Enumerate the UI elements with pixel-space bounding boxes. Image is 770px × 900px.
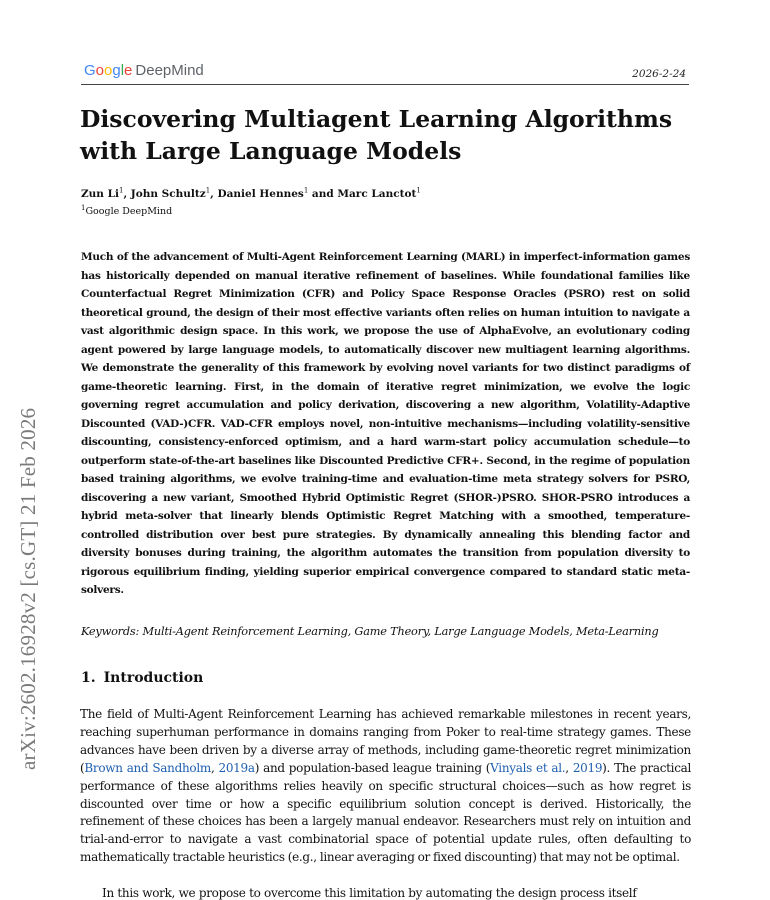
citation-link-year-2019a[interactable]: 2019a xyxy=(218,760,255,775)
author-name: Zun Li xyxy=(81,188,119,200)
keywords-label: Keywords: xyxy=(81,625,140,638)
header-divider xyxy=(81,84,689,85)
affiliation xyxy=(81,203,173,217)
introduction-paragraph xyxy=(80,706,691,867)
intro-text-4: , xyxy=(565,760,573,775)
citation-link-brown-sandholm[interactable]: Brown and Sandholm xyxy=(84,760,211,775)
google-deepmind-logo xyxy=(84,62,204,79)
section-number: 1. xyxy=(81,670,96,686)
intro-text-2: , xyxy=(210,760,219,775)
author-affiliation-marker: 1 xyxy=(205,186,211,195)
section-heading-introduction xyxy=(81,670,203,686)
author-affiliation-marker: 1 xyxy=(303,186,309,195)
author-name: Marc Lanctot xyxy=(337,188,417,200)
citation-link-vinyals[interactable]: Vinyals et al. xyxy=(490,760,566,775)
intro-text-1: The field of Multi-Agent Reinforcement Learning has achieved remarkable milestones in recent years, reaching superhuman performance in domains ranging from Poker to real-time strategy games. These advances have been driven by a diverse array of methods, including game-theoretic regret minimization ( xyxy=(80,707,691,775)
google-letter: e xyxy=(124,62,133,79)
citation-link-year-2019[interactable]: 2019 xyxy=(572,760,603,775)
next-paragraph-start: In this work, we propose to overcome this limitation by automating the design process itself xyxy=(102,886,637,900)
affiliation-name: Google DeepMind xyxy=(85,206,173,217)
author-name: Daniel Hennes xyxy=(217,188,304,200)
google-wordmark xyxy=(84,62,132,79)
author-separator: , xyxy=(123,188,131,200)
author-separator: and xyxy=(308,188,338,200)
author-list xyxy=(81,188,421,200)
deepmind-wordmark: DeepMind xyxy=(135,62,204,79)
author-affiliation-marker: 1 xyxy=(118,186,124,195)
keywords xyxy=(81,625,701,638)
keywords-list: Multi-Agent Reinforcement Learning, Game Theory, Large Language Models, Meta-Learning xyxy=(142,625,659,638)
author-affiliation-marker: 1 xyxy=(416,186,421,195)
abstract: Much of the advancement of Multi-Agent Reinforcement Learning (MARL) in imperfect-information games has historically depended on manual iterative refinement of baselines. While foundational families like Counterfactual Regret Minimization (CFR) and Policy Space Response Oracles (PSRO) rest on solid theoretical ground, the design of their most effective variants often relies on human intuition to navigate a vast algorithmic design space. In this work, we propose the use of AlphaEvolve, an evolutionary coding agent powered by large language models, to automatically discover new multiagent learning algorithms. We demonstrate the generality of this framework by evolving novel variants for two distinct paradigms of game-theoretic learning. First, in the domain of iterative regret minimization, we evolve the logic governing regret accumulation and policy derivation, discovering a new algorithm, Volatility-Adaptive Discounted (VAD-)CFR. VAD-CFR employs novel, non-intuitive mechanisms—including volatility-sensitive discounting, consistency-enforced optimism, and a hard warm-start policy accumulation schedule—to outperform state-of-the-art baselines like Discounted Predictive CFR+. Second, in the regime of population based training algorithms, we evolve training-time and evaluation-time meta strategy solvers for PSRO, discovering a new variant, Smoothed Hybrid Optimistic Regret (SHOR-)PSRO. SHOR-PSRO introduces a hybrid meta-solver that linearly blends Optimistic Regret Matching with a smoothed, temperature-controlled distribution over best pure strategies. By dynamically annealing this blending factor and diversity bonuses during training, the algorithm automates the transition from population diversity to rigorous equilibrium finding, yielding superior empirical convergence compared to standard static meta-solvers. xyxy=(81,251,690,596)
intro-text-3: ) and population-based league training ( xyxy=(254,760,491,775)
affiliation-marker: 1 xyxy=(81,203,86,212)
google-letter: G xyxy=(84,62,96,79)
intro-text-5: ). The practical performance of these algorithms relies heavily on specific structural choices—such as how regret is discounted over time or how a specific equilibrium solution concept is derived. Historically, the refinement of these choices has been a largely manual endeavor. Researchers must rely on intuition and trial-and-error to navigate a vast combinatorial space of potential update rules, often defaulting to mathematically tractable heuristics (e.g., linear averaging or fixed discounting) that may not be optimal. xyxy=(80,760,692,865)
author-separator: , xyxy=(210,188,218,200)
paper-title: Discovering Multiagent Learning Algorithms with Large Language Models xyxy=(80,105,673,165)
author-name: John Schultz xyxy=(130,188,206,200)
google-letter: l xyxy=(120,62,125,79)
section-title: Introduction xyxy=(103,670,204,686)
google-letter: o xyxy=(95,62,105,79)
arxiv-identifier-stamp: arXiv:2602.16928v2 [cs.GT] 21 Feb 2026 xyxy=(16,407,40,770)
publication-date: 2026-2-24 xyxy=(632,68,686,80)
google-letter: o xyxy=(104,62,113,79)
google-letter: g xyxy=(112,62,121,79)
